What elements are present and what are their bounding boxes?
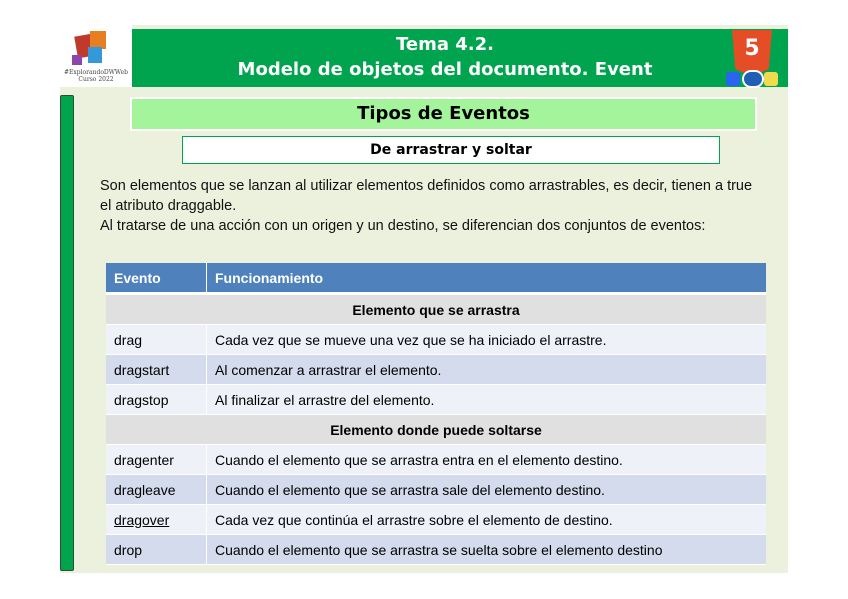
table-row <box>106 385 766 415</box>
logo-text-main: #ExplorandoDWWeb <box>64 69 128 76</box>
event-description: Al comenzar a arrastrar el elemento. <box>207 355 767 385</box>
event-description: Cuando el elemento que se arrastra entra en el elemento destino. <box>207 445 767 475</box>
event-name: dragleave <box>106 475 207 505</box>
event-name: dragenter <box>106 445 207 475</box>
event-name: dragover <box>106 505 207 535</box>
table-row <box>106 475 766 505</box>
header-funcionamiento: Funcionamiento <box>207 263 767 294</box>
event-name: dragstart <box>106 355 207 385</box>
table-row <box>106 535 766 565</box>
logo-text-sub: Curso 2022 <box>78 76 114 83</box>
events-table <box>106 263 766 565</box>
event-description: Al finalizar el arrastre del elemento. <box>207 385 767 415</box>
css3-icon <box>726 72 740 86</box>
event-description: Cuando el elemento que se arrastra se suelta sobre el elemento destino <box>207 535 767 565</box>
event-description: Cada vez que se mueve una vez que se ha iniciado el arrastre. <box>207 325 767 355</box>
group-row-dragged <box>106 294 766 325</box>
event-description: Cuando el elemento que se arrastra sale del elemento destino. <box>207 475 767 505</box>
left-accent-bar <box>60 95 74 571</box>
group-label: Elemento donde puede soltarse <box>106 415 766 445</box>
table-row <box>106 325 766 355</box>
html5-number: 5 <box>744 36 760 61</box>
event-description: Cada vez que continúa el arrastre sobre el elemento de destino. <box>207 505 767 535</box>
logo-shape-purple <box>72 55 82 65</box>
section-title: Tipos de Eventos <box>130 97 757 131</box>
intro-paragraph: Son elementos que se lanzan al utilizar elementos definidos como arrastrables, es decir, tienen a true el atributo draggable. <box>100 178 753 214</box>
table-row <box>106 505 766 535</box>
header-evento: Evento <box>106 263 207 294</box>
html5-logo-icon <box>722 30 784 88</box>
table-row <box>106 355 766 385</box>
group-row-drop-target <box>106 415 766 445</box>
event-name: dragstop <box>106 385 207 415</box>
page-title-line2: Modelo de objetos del documento. Event <box>237 59 653 80</box>
group-label: Elemento que se arrastra <box>106 294 766 325</box>
detail-paragraph: Al tratarse de una acción con un origen y un destino, se diferencian dos conjuntos de eventos: <box>100 218 706 234</box>
section-subtitle: De arrastrar y soltar <box>182 136 720 164</box>
course-logo <box>60 25 132 87</box>
page-title-line1: Tema 4.2. <box>396 34 494 55</box>
logo-text <box>62 69 130 83</box>
page-title <box>180 32 710 82</box>
table-row <box>106 445 766 475</box>
table-header-row <box>106 263 766 294</box>
js-icon <box>764 72 778 86</box>
event-name: drag <box>106 325 207 355</box>
event-name: drop <box>106 535 207 565</box>
logo-shape-blue <box>88 47 102 63</box>
dom-icon <box>742 70 764 88</box>
